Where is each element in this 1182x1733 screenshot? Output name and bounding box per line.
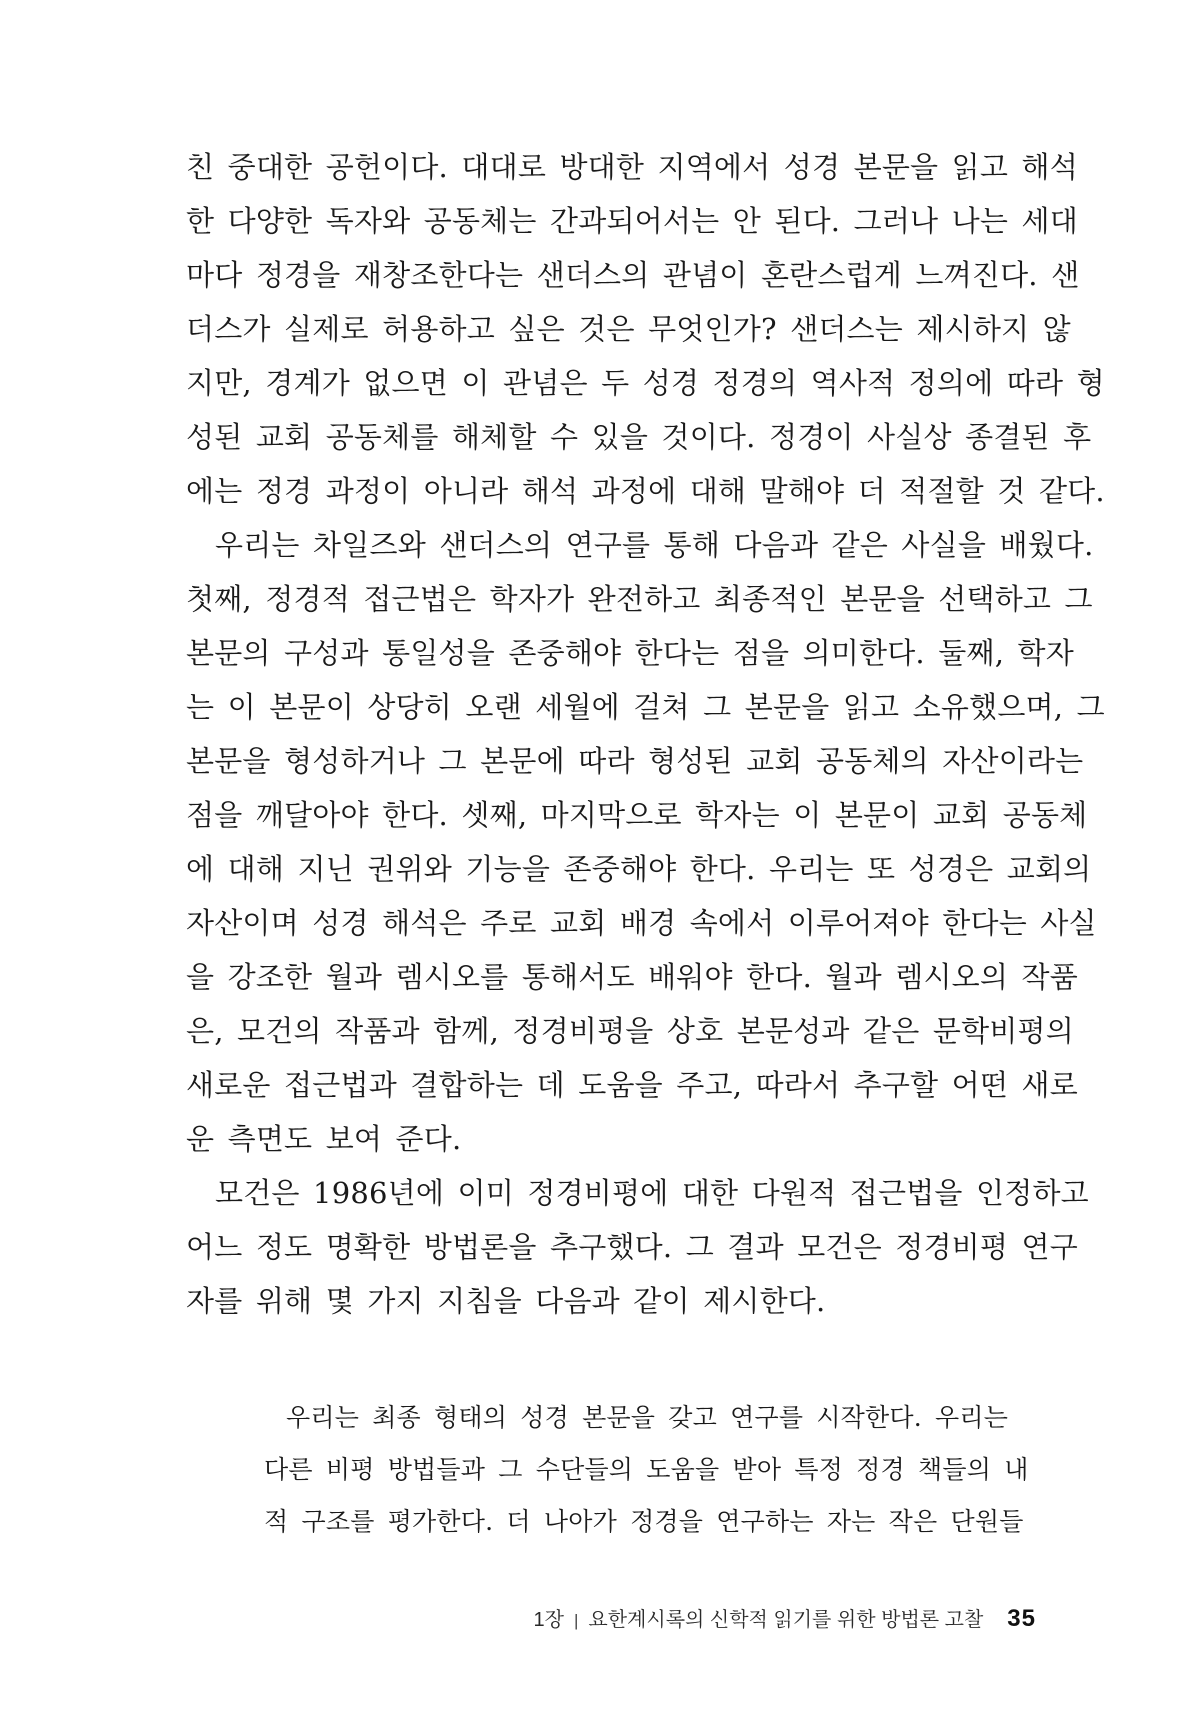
paragraph <box>186 518 1105 1166</box>
page-footer <box>534 1603 1036 1633</box>
body-text-line: 자를 위해 몇 가지 지침을 다음과 같이 제시한다. <box>186 1284 826 1318</box>
paragraph <box>186 140 1105 518</box>
footer-chapter-label: 1장 <box>533 1609 564 1631</box>
body-text-line: 친 중대한 공헌이다. 대대로 방대한 지역에서 성경 본문을 읽고 해석 <box>186 150 1078 184</box>
body-text-line: 성된 교회 공동체를 해체할 수 있을 것이다. 정경이 사실상 종결된 후 <box>186 420 1092 454</box>
body-text-line: 첫째, 정경적 접근법은 학자가 완전하고 최종적인 본문을 선택하고 그 <box>186 582 1093 616</box>
paragraph <box>186 1166 1089 1328</box>
footer-divider: | <box>574 1611 579 1630</box>
body-text-line: 한 다양한 독자와 공동체는 간과되어서는 안 된다. 그러나 나는 세대 <box>186 204 1078 238</box>
body-text-line: 는 이 본문이 상당히 오랜 세월에 걸쳐 그 본문을 읽고 소유했으며, 그 <box>186 690 1105 724</box>
body-text-line: 을 강조한 월과 렘시오를 통해서도 배워야 한다. 월과 렘시오의 작품 <box>186 960 1078 994</box>
blockquote <box>264 1392 1029 1548</box>
body-text-line: 더스가 실제로 허용하고 싶은 것은 무엇인가? 샌더스는 제시하지 않 <box>186 312 1071 346</box>
body-text <box>186 140 1105 1548</box>
blockquote-line: 다른 비평 방법들과 그 수단들의 도움을 받아 특정 정경 책들의 내 <box>264 1455 1029 1484</box>
body-text-line: 본문을 형성하거나 그 본문에 따라 형성된 교회 공동체의 자산이라는 <box>186 744 1084 778</box>
page-number: 35 <box>1007 1605 1036 1632</box>
body-text-line: 본문의 구성과 통일성을 존중해야 한다는 점을 의미한다. 둘째, 학자 <box>186 636 1074 670</box>
footer-running-title: 요한계시록의 신학적 읽기를 위한 방법론 고찰 <box>588 1609 984 1631</box>
body-text-line: 모건은 1986년에 이미 정경비평에 대한 다원적 접근법을 인정하고 <box>215 1176 1089 1210</box>
body-text-line: 에는 정경 과정이 아니라 해석 과정에 대해 말해야 더 적절할 것 같다. <box>186 474 1105 508</box>
body-text-line: 운 측면도 보여 준다. <box>186 1122 462 1156</box>
body-text-line: 새로운 접근법과 결합하는 데 도움을 주고, 따라서 추구할 어떤 새로 <box>186 1068 1078 1102</box>
blockquote-line: 적 구조를 평가한다. 더 나아가 정경을 연구하는 자는 작은 단원들 <box>264 1507 1024 1536</box>
body-text-line: 마다 정경을 재창조한다는 샌더스의 관념이 혼란스럽게 느껴진다. 샌 <box>186 258 1080 292</box>
body-text-line: 우리는 차일즈와 샌더스의 연구를 통해 다음과 같은 사실을 배웠다. <box>215 528 1094 562</box>
body-text-line: 지만, 경계가 없으면 이 관념은 두 성경 정경의 역사적 정의에 따라 형 <box>186 366 1105 400</box>
body-text-line: 자산이며 성경 해석은 주로 교회 배경 속에서 이루어져야 한다는 사실 <box>186 906 1097 940</box>
body-text-line: 점을 깨달아야 한다. 셋째, 마지막으로 학자는 이 본문이 교회 공동체 <box>186 798 1088 832</box>
blockquote-line: 우리는 최종 형태의 성경 본문을 갖고 연구를 시작한다. 우리는 <box>286 1403 1009 1432</box>
body-text-line: 에 대해 지닌 권위와 기능을 존중해야 한다. 우리는 또 성경은 교회의 <box>186 852 1092 886</box>
body-text-line: 어느 정도 명확한 방법론을 추구했다. 그 결과 모건은 정경비평 연구 <box>186 1230 1078 1264</box>
body-text-line: 은, 모건의 작품과 함께, 정경비평을 상호 본문성과 같은 문학비평의 <box>186 1014 1074 1048</box>
